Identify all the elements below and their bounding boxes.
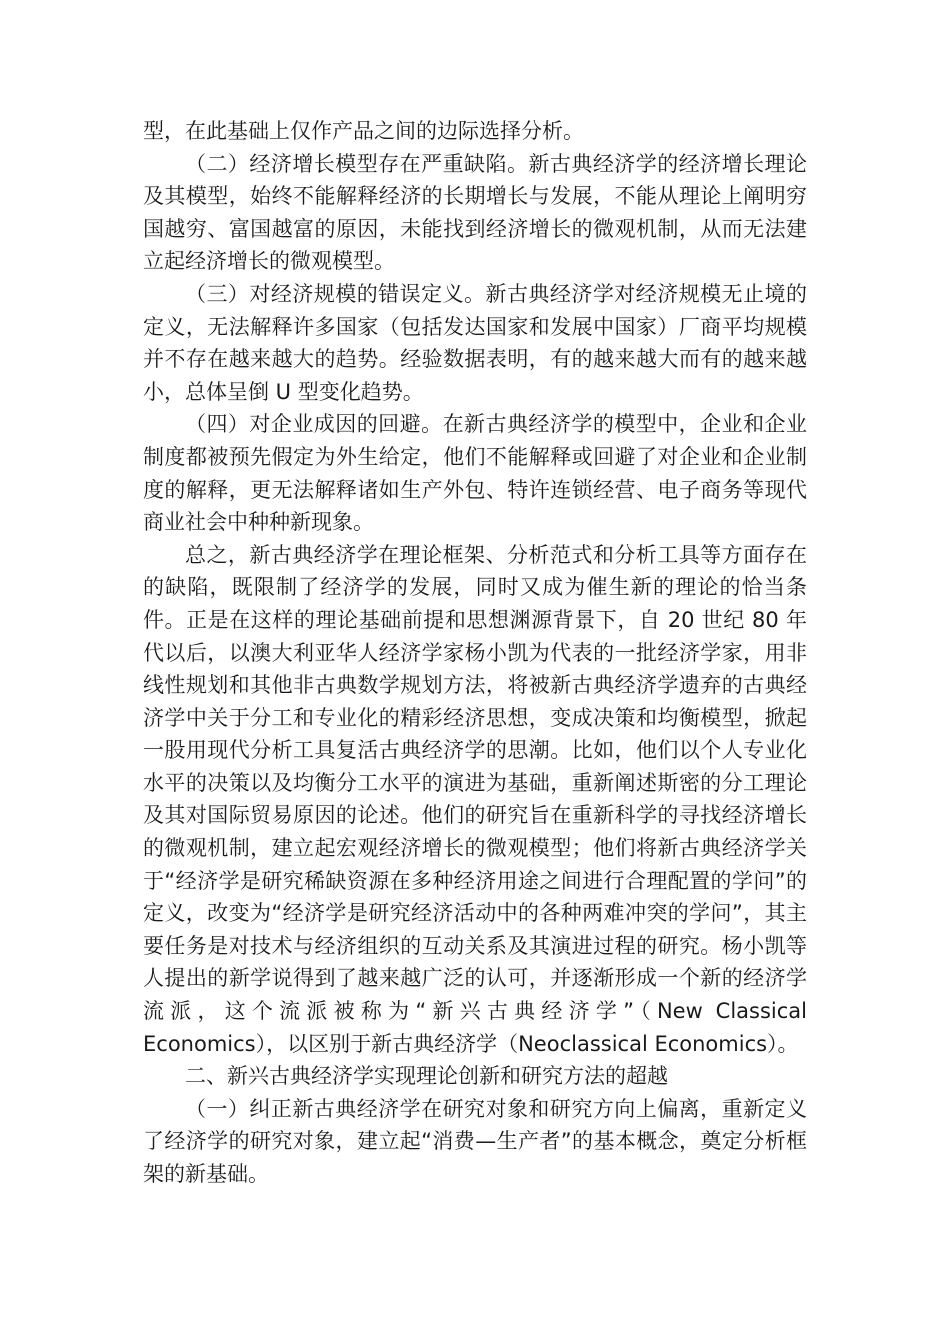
paragraph-growth-model-defect: （二）经济增长模型存在严重缺陷。新古典经济学的经济增长理论及其模型，始终不能解释经济的长期增长与发展，不能从理论上阐明穷国越穷、富国越富的原因，未能找到经济增长的微观机制，从而无法建立起经济增长的微观模型。 (143, 151, 807, 274)
paragraph-firm-origin: （四）对企业成因的回避。在新古典经济学的模型中，企业和企业制度都被预先假定为外生给定，他们不能解释或回避了对企业和企业制度的解释，更无法解释诸如生产外包、特许连锁经营、电子商务等现代商业社会中种种新现象。 (143, 412, 807, 535)
paragraph-summary: 总之，新古典经济学在理论框架、分析范式和分析工具等方面存在的缺陷，既限制了经济学的发展，同时又成为催生新的理论的恰当条件。正是在这样的理论基础前提和思想渊源背景下，自 20 世纪 80 年代以后，以澳大利亚华人经济学家杨小凯为代表的一批经济学家，用非线性规划和其他非古典数学规划方法，将被新古典经济学遗弃的古典经济学中关于分工和专业化的精彩经济思想，变成决策和均衡模型，掀起一股用现代分析工具复活古典经济学的思潮。比如，他们以个人专业化水平的决策以及均衡分工水平的演进为基础，重新阐述斯密的分工理论及其对国际贸易原因的论述。他们的研究旨在重新科学的寻找经济增长的微观机制，建立起宏观经济增长的微观模型；他们将新古典经济学关于“经济学是研究稀缺资源在多种经济用途之间进行合理配置的学问”的定义，改变为“经济学是研究经济活动中的各种两难冲突的学问”，其主要任务是对技术与经济组织的互动关系及其演进过程的研究。杨小凯等人提出的新学说得到了越来越广泛的认可，并逐渐形成一个新的经济学流派，这个流派被称为“新兴古典经济学”（New Classical Economics），以区别于新古典经济学（Neoclassical Economics）。 (143, 542, 807, 1056)
section-heading: 二、新兴古典经济学实现理论创新和研究方法的超越 (185, 1064, 668, 1089)
paragraph-scale-definition: （三）对经济规模的错误定义。新古典经济学对经济规模无止境的定义，无法解释许多国家（包括发达国家和发展中国家）厂商平均规模并不存在越来越大的趋势。经验数据表明，有的越来越大而有的越来越小，总体呈倒 U 型变化趋势。 (143, 281, 807, 404)
paragraph-continuation: 型，在此基础上仅作产品之间的边际选择分析。 (143, 119, 584, 143)
paragraph-research-object: （一）纠正新古典经济学在研究对象和研究方向上偏离，重新定义了经济学的研究对象，建立起“消费—生产者”的基本概念，奠定分析框架的新基础。 (143, 1096, 807, 1186)
document-page (143, 115, 807, 1191)
